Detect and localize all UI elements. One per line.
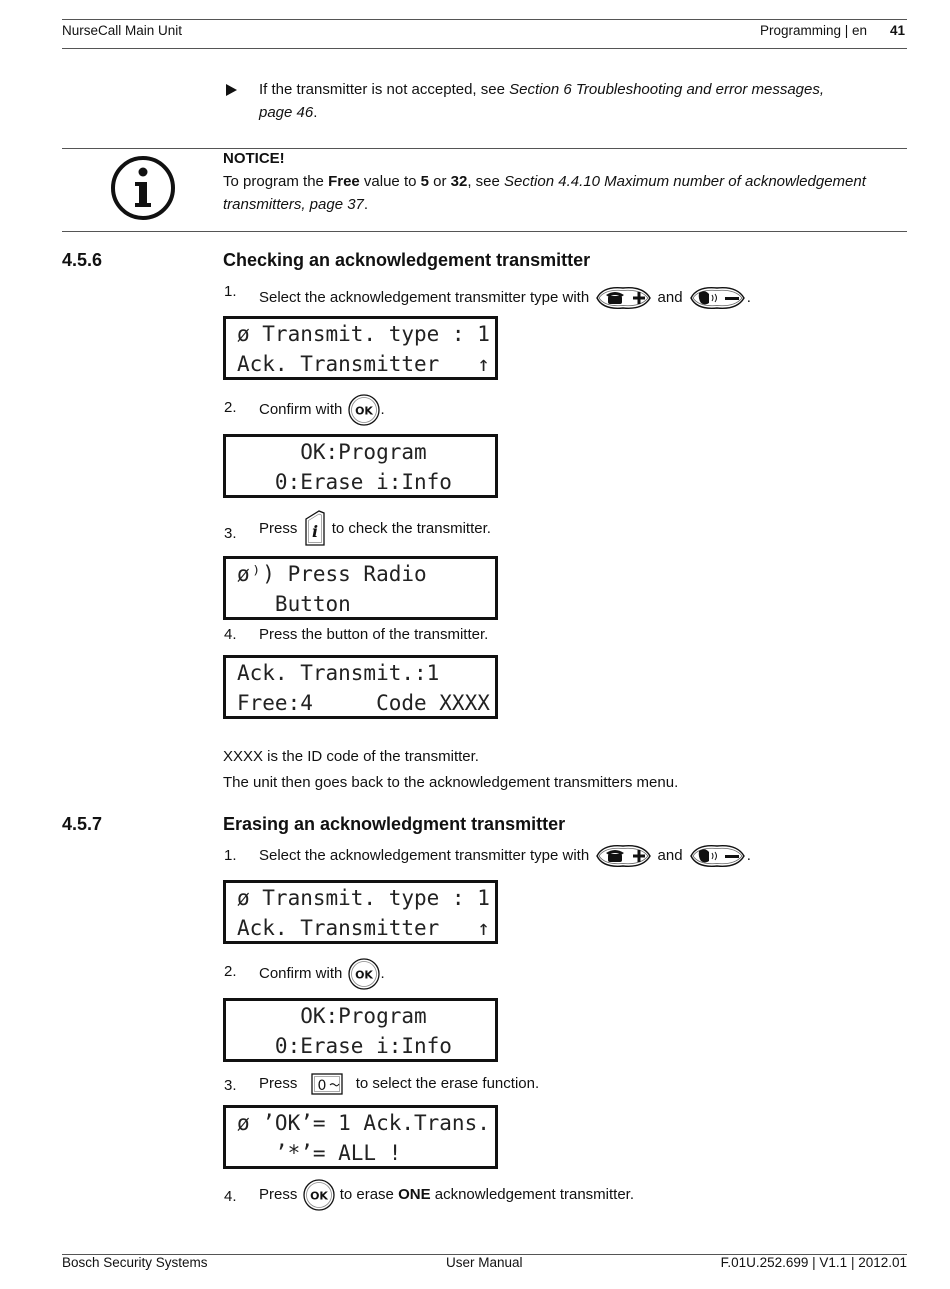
info-icon [110, 155, 176, 226]
step-text: Select the acknowledgement transmitter type with and . [259, 841, 751, 871]
lcd-line-1: Ack. Transmit.:1 [237, 661, 440, 685]
link-section-4-4-10[interactable]: Section 4.4.10 Maximum number of acknowledgement [504, 173, 866, 190]
step-text: Press 0 to select the erase function. [259, 1071, 539, 1097]
step-text: Select the acknowledgement transmitter type with and . [259, 283, 751, 313]
step-number: 2. [224, 963, 237, 980]
lcd-line-1: ø Transmit. type : 1 [237, 886, 490, 910]
lcd-display [223, 998, 498, 1062]
zero-key-label: 0 [317, 1078, 326, 1094]
section-title: Checking an acknowledgement transmitter [223, 250, 591, 270]
header-bottom-rule [62, 48, 907, 49]
lcd-line-2: Button [237, 592, 351, 616]
lcd-line-2: 0:Erase i:Info [237, 1034, 452, 1058]
speaker-minus-key-icon [687, 283, 747, 313]
paragraph: The unit then goes back to the acknowledgement transmitters menu. [223, 774, 679, 791]
section-number: 4.5.7 [62, 814, 103, 834]
lcd-line-1: ø Transmit. type : 1 [237, 322, 490, 346]
step-text: Press the button of the transmitter. [259, 626, 489, 643]
step-number: 1. [224, 283, 237, 300]
footer-doc-id: F.01U.252.699 | V1.1 | 2012.01 [720, 1255, 907, 1270]
paragraph: XXXX is the ID code of the transmitter. [223, 748, 479, 765]
step-text: Confirm with OK . [259, 957, 385, 991]
lcd-display [223, 1105, 498, 1169]
speaker-minus-key-icon [687, 841, 747, 871]
info-key-icon [302, 509, 328, 549]
lcd-display [223, 434, 498, 498]
ok-key-icon [302, 1178, 336, 1212]
lcd-line-2: Ack. Transmitter ↑ [237, 916, 490, 940]
lcd-line-1: OK:Program [237, 1004, 427, 1028]
ok-key-label: OK [354, 968, 373, 982]
step-number: 3. [224, 525, 237, 542]
phone-plus-key-icon [593, 283, 653, 313]
notice-text: To program the Free value to 5 or 32, see Section 4.4.10 Maximum number of acknowledgement transmitters, page 37. [223, 173, 866, 213]
lcd-display [223, 655, 498, 719]
lcd-line-1: ø⁾) Press Radio [237, 562, 427, 586]
step-number: 3. [224, 1077, 237, 1094]
lcd-line-2: ’*’= ALL ! [237, 1141, 402, 1165]
lcd-line-2: Free:4 Code XXXX [237, 691, 490, 715]
zero-key-icon [310, 1071, 344, 1097]
page-number: 41 [890, 23, 906, 38]
lcd-display [223, 880, 498, 944]
header-product: NurseCall Main Unit [62, 23, 183, 38]
ok-key-icon [347, 957, 381, 991]
step-number: 4. [224, 626, 237, 643]
ok-key-label: OK [309, 1189, 328, 1203]
ok-key-label: OK [354, 404, 373, 418]
notice-top-rule [62, 148, 907, 149]
bullet-arrow-icon [224, 82, 238, 103]
step-number: 2. [224, 399, 237, 416]
section-title: Erasing an acknowledgment transmitter [223, 814, 566, 834]
step-number: 1. [224, 847, 237, 864]
header-top-rule [62, 19, 907, 20]
notice-bottom-rule [62, 231, 907, 232]
step-number: 4. [224, 1188, 237, 1205]
step-text: Press i to check the transmitter. [259, 509, 491, 549]
footer-doc-type: User Manual [446, 1255, 523, 1270]
intro-bullet-text: If the transmitter is not accepted, see Section 6 Troubleshooting and error messages, page 46. [259, 81, 825, 121]
lcd-line-2: Ack. Transmitter ↑ [237, 352, 490, 376]
footer-company: Bosch Security Systems [62, 1255, 208, 1270]
lcd-line-1: ø ’OK’= 1 Ack.Trans. [237, 1111, 490, 1135]
step-text: Confirm with OK . [259, 393, 385, 427]
notice-title: NOTICE! [223, 150, 285, 167]
phone-plus-key-icon [593, 841, 653, 871]
info-key-label: i [311, 522, 318, 541]
lcd-line-2: 0:Erase i:Info [237, 470, 452, 494]
header-section: Programming | en [760, 23, 868, 38]
step-text: Press OK to erase ONE acknowledgement transmitter. [259, 1178, 634, 1212]
link-section-6[interactable]: Section 6 Troubleshooting and error messages, [509, 81, 825, 98]
ok-key-icon [347, 393, 381, 427]
lcd-display [223, 316, 498, 380]
lcd-line-1: OK:Program [237, 440, 427, 464]
lcd-display [223, 556, 498, 620]
section-number: 4.5.6 [62, 250, 103, 270]
